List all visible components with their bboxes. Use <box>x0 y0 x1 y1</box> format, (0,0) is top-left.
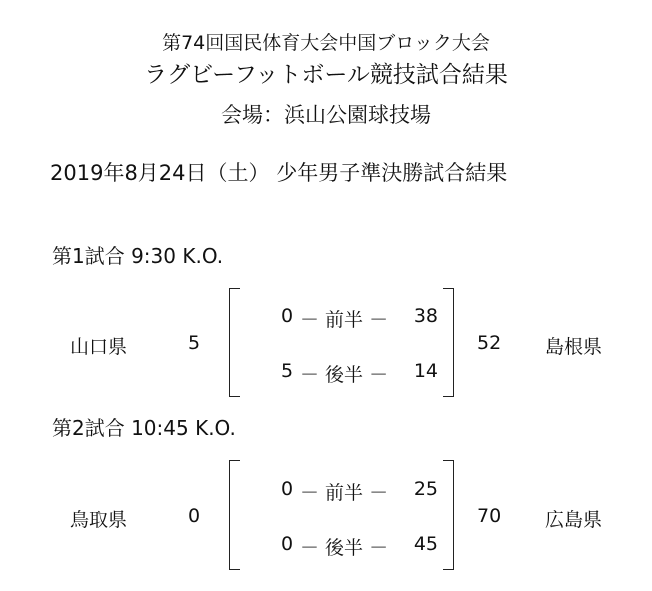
game-1-right-bracket <box>443 288 454 397</box>
game-1-h2-away: 14 <box>413 360 438 382</box>
game-1-h2-label: － 後半 － <box>300 364 389 386</box>
tournament-title: 第74回国民体育大会中国ブロック大会 <box>162 32 490 54</box>
game-1-home-team: 山口県 <box>70 336 128 358</box>
game-2-right-bracket <box>443 460 454 570</box>
game-1-h2-home: 5 <box>281 360 294 382</box>
game-2-h1-label: － 前半 － <box>300 482 389 504</box>
game-1-away-total: 52 <box>477 332 502 354</box>
game-2-h1-away: 25 <box>413 478 438 500</box>
game-2-h2-label: － 後半 － <box>300 537 389 559</box>
game-2-title: 第2試合 10:45 K.O. <box>52 416 236 440</box>
game-2-away-team: 広島県 <box>545 509 603 531</box>
game-1-h1-away: 38 <box>413 305 438 327</box>
date-line: 2019年8月24日（土） 少年男子準決勝試合結果 <box>50 161 508 185</box>
game-1-title: 第1試合 9:30 K.O. <box>52 244 224 268</box>
game-2-h2-away: 45 <box>413 533 438 555</box>
game-1-left-bracket <box>229 288 240 397</box>
game-1-h1-home: 0 <box>281 305 294 327</box>
game-2-h2-home: 0 <box>281 533 294 555</box>
venue-line: 会場：浜山公園球技場 <box>221 103 431 127</box>
game-1-h1-label: － 前半 － <box>300 309 389 331</box>
game-2-home-total: 0 <box>188 505 201 527</box>
game-2-left-bracket <box>229 460 240 570</box>
game-2-home-team: 鳥取県 <box>70 509 128 531</box>
game-2-h1-home: 0 <box>281 478 294 500</box>
game-1-away-team: 島根県 <box>545 336 603 358</box>
game-1-home-total: 5 <box>188 332 201 354</box>
game-2-away-total: 70 <box>477 505 502 527</box>
results-title: ラグビーフットボール競技試合結果 <box>144 62 508 88</box>
